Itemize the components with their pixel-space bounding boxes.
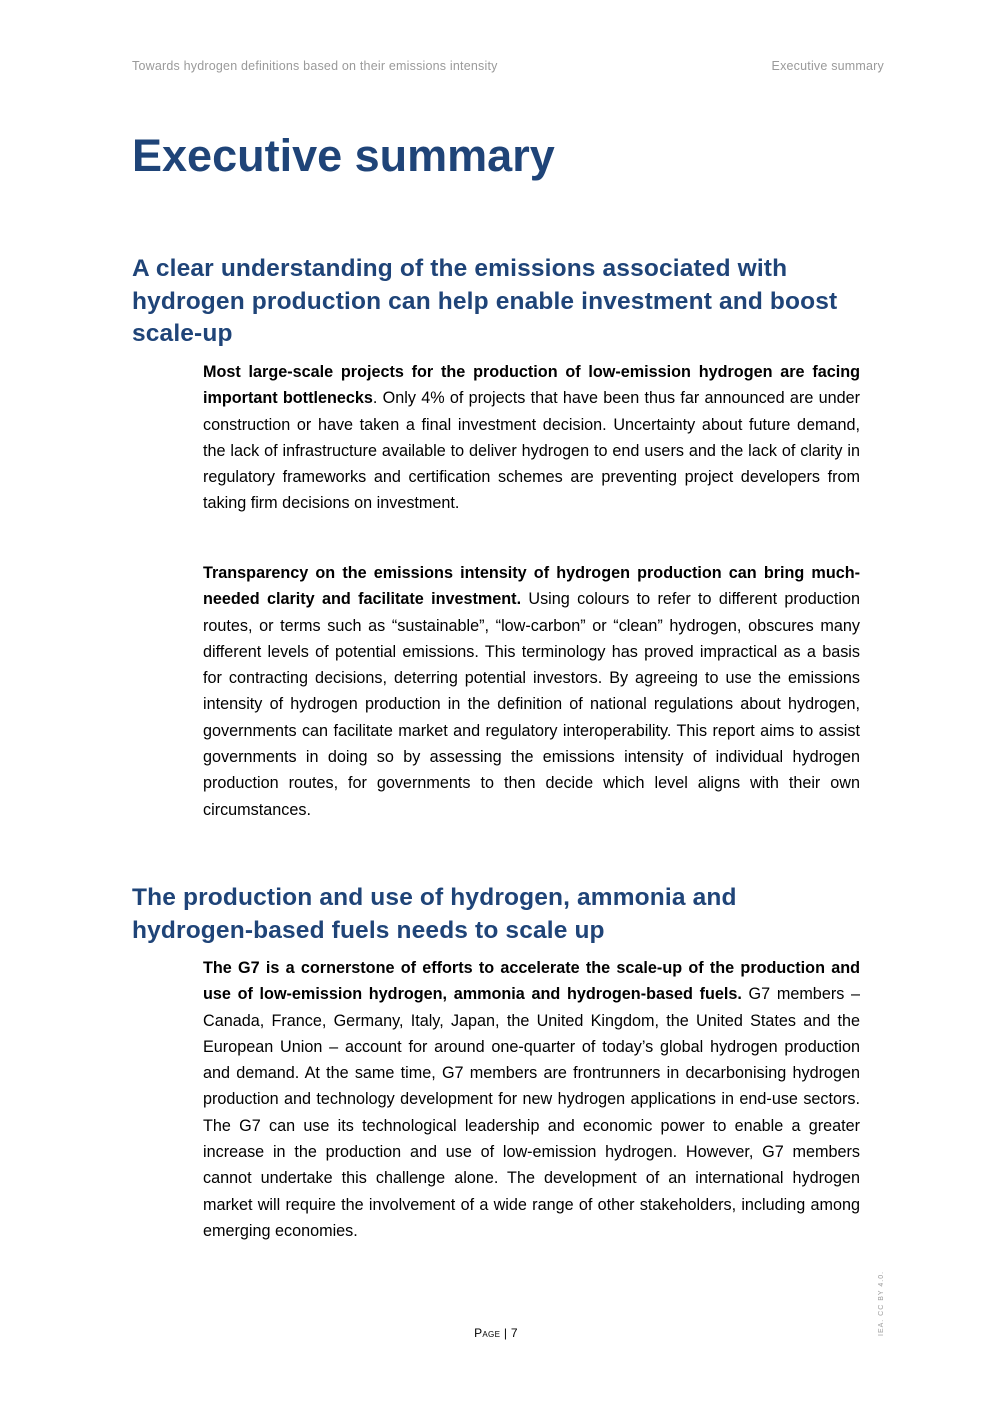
header-document-title: Towards hydrogen definitions based on their emissions intensity (132, 59, 498, 73)
copyright-notice: IEA. CC BY 4.0. (878, 1270, 885, 1336)
page-separator: | (500, 1326, 511, 1340)
paragraph-body: G7 members – Canada, France, Germany, Italy, Japan, the United Kingdom, the United States and the European Union – account for around one-quarter of today’s global hydrogen production and demand. At the same time, G7 members are frontrunners in decarbonising hydrogen production and technology development for new hydrogen applications in end-use sectors. The G7 can use its technological leadership and economic power to enable a greater increase in the production and use of low-emission hydrogen. However, G7 members cannot undertake this challenge alone. The development of an international hydrogen market will require the involvement of a wide range of other stakeholders, including among emerging economies. (203, 985, 860, 1240)
paragraph-lead-bold: The G7 is a cornerstone of efforts to accelerate the scale-up of the production and use of low-emission hydrogen, ammonia and hydrogen-based fuels. (203, 959, 860, 1004)
section-heading-scale-up: The production and use of hydrogen, ammonia and hydrogen-based fuels needs to scale up (132, 884, 737, 944)
paragraph-body: . Only 4% of projects that have been thus far announced are under construction or have taken a final investment decision. Uncertainty about future demand, the lack of infrastructure available to deliver hydrogen to end users and the lack of clarity in regulatory frameworks and certification schemes are preventing project developers from taking firm decisions on investment. (203, 389, 861, 513)
page-number (0, 1326, 992, 1340)
paragraph-lead-bold: Transparency on the emissions intensity of hydrogen production can bring much-needed clarity and facilitate investment. (203, 564, 860, 609)
paragraph-bottlenecks (203, 359, 860, 517)
paragraph-g7-cornerstone (203, 955, 860, 1244)
paragraph-lead-bold: Most large-scale projects for the production of low-emission hydrogen are facing important bottlenecks (203, 363, 860, 408)
page-label: Page (474, 1326, 501, 1340)
paragraph-transparency (203, 560, 860, 823)
section-heading-emissions-understanding: A clear understanding of the emissions associated with hydrogen production can help enable investment and boost scale-up (132, 255, 838, 347)
header-section-title: Executive summary (771, 59, 884, 73)
page-title: Executive summary (132, 130, 555, 181)
paragraph-body: Using colours to refer to different production routes, or terms such as “sustainable”, “low-carbon” or “clean” hydrogen, obscures many different levels of potential emissions. This terminology has proved impractical as a basis for contracting decisions, deterring potential investors. By agreeing to use the emissions intensity of hydrogen production in the definition of national regulations about hydrogen, governments can facilitate market and regulatory interoperability. This report aims to assist governments in doing so by assessing the emissions intensity of individual hydrogen production routes, for governments to then decide which level aligns with their own circumstances. (203, 590, 860, 819)
page-number-value: 7 (510, 1326, 518, 1340)
